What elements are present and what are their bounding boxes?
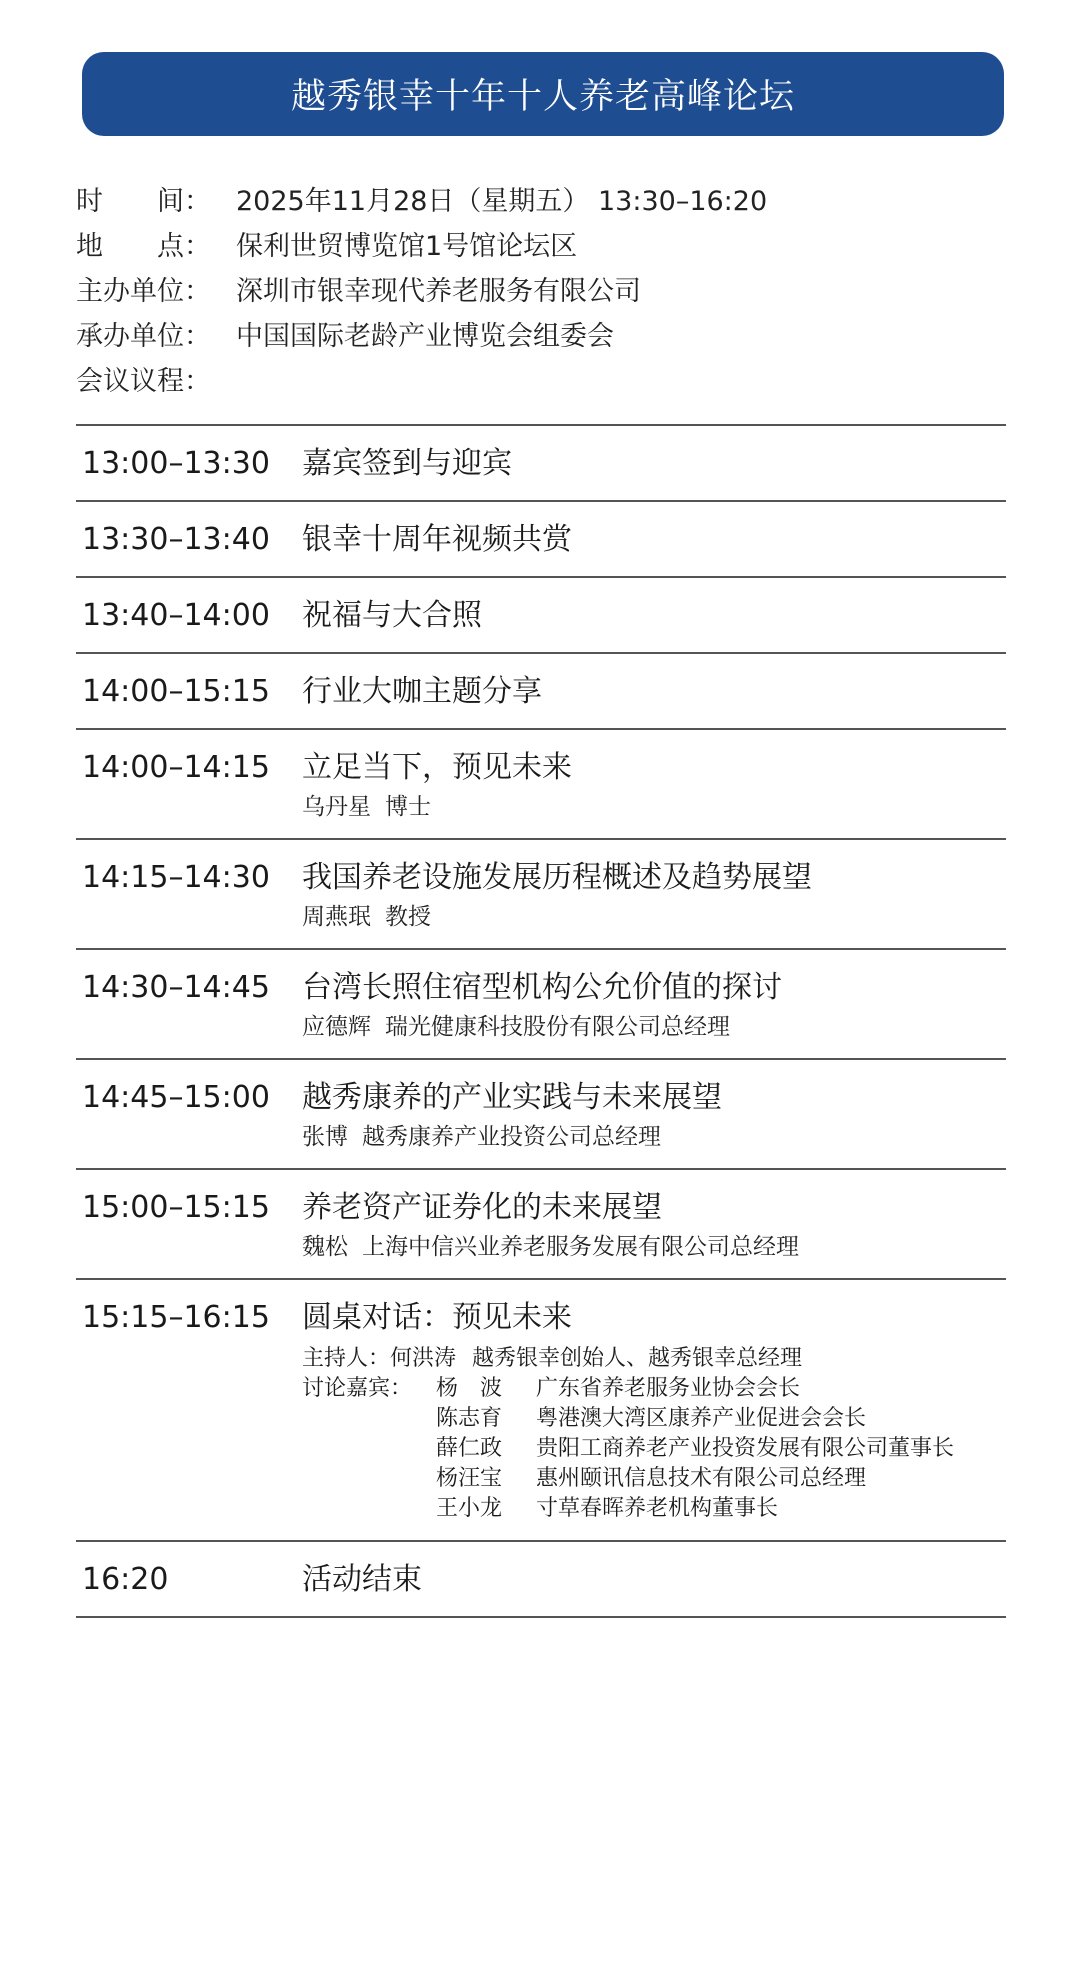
agenda-row: [76, 1170, 1006, 1280]
speaker-role: 上海中信兴业养老服务发展有限公司总经理: [362, 1234, 799, 1260]
agenda-time: 13:40–14:00: [82, 598, 270, 633]
agenda-time: 14:45–15:00: [82, 1080, 270, 1115]
agenda-content: [302, 1560, 1006, 1600]
roundtable-guest: [302, 1404, 1006, 1434]
agenda-time: 15:15–16:15: [82, 1300, 270, 1335]
agenda-row: [76, 840, 1006, 950]
agenda-content: [302, 858, 1006, 932]
agenda-content: [302, 968, 1006, 1042]
roundtable-guest: [302, 1434, 1006, 1464]
speaker-name: 乌丹星: [302, 794, 371, 820]
roundtable-guest: [302, 1464, 1006, 1494]
agenda-row: [76, 1542, 1006, 1618]
host-role: 越秀银幸创始人、越秀银幸总经理: [472, 1346, 803, 1371]
agenda-content: [302, 1078, 1006, 1152]
agenda-title: 嘉宾签到与迎宾: [302, 446, 512, 481]
info-location: [76, 221, 1016, 266]
forum-title-banner: [82, 52, 1004, 136]
info-label: 承办单位：: [76, 321, 211, 352]
agenda-time: 13:30–13:40: [82, 522, 270, 557]
guest-name: 杨 波: [436, 1376, 503, 1401]
agenda-title: 台湾长照住宿型机构公允价值的探讨: [302, 970, 782, 1005]
info-organizer: [76, 266, 1016, 311]
agenda-content: [302, 1188, 1006, 1262]
roundtable-participants: [302, 1344, 1006, 1524]
agenda-time: 14:15–14:30: [82, 860, 270, 895]
info-value: 中国国际老龄产业博览会组委会: [236, 321, 614, 352]
agenda-row: [76, 950, 1006, 1060]
agenda-time: 14:00–15:15: [82, 674, 270, 709]
agenda-content: [302, 672, 1006, 712]
roundtable-guest: [302, 1494, 1006, 1524]
speaker-name: 周燕珉: [302, 904, 371, 930]
agenda-speaker: [302, 1232, 1006, 1262]
guest-role: 贵阳工商养老产业投资发展有限公司董事长: [536, 1436, 955, 1461]
agenda-content: [302, 748, 1006, 822]
agenda-speaker: [302, 902, 1006, 932]
agenda-table: [76, 424, 1006, 1618]
agenda-row: [76, 730, 1006, 840]
info-co-organizer: [76, 311, 1016, 356]
agenda-title: 圆桌对话：预见未来: [302, 1300, 572, 1335]
agenda-time: 14:30–14:45: [82, 970, 270, 1005]
agenda-title: 行业大咖主题分享: [302, 674, 542, 709]
agenda-title: 越秀康养的产业实践与未来展望: [302, 1080, 722, 1115]
agenda-time: 16:20: [82, 1562, 169, 1597]
agenda-title: 立足当下，预见未来: [302, 750, 572, 785]
agenda-title: 活动结束: [302, 1562, 422, 1597]
agenda-time: 15:00–15:15: [82, 1190, 270, 1225]
agenda-content: [302, 1298, 1006, 1524]
agenda-row: [76, 578, 1006, 654]
agenda-content: [302, 520, 1006, 560]
guest-role: 寸草春晖养老机构董事长: [536, 1496, 779, 1521]
info-label: 会议议程：: [76, 366, 211, 397]
info-agenda-heading: [76, 356, 1016, 401]
agenda-speaker: [302, 1122, 1006, 1152]
roundtable-host: [302, 1344, 1006, 1374]
agenda-row: [76, 1060, 1006, 1170]
info-label: 时 间：: [76, 186, 211, 217]
agenda-title: 祝福与大合照: [302, 598, 482, 633]
event-info: [76, 176, 1016, 401]
guest-name: 陈志育: [436, 1406, 503, 1431]
speaker-role: 瑞光健康科技股份有限公司总经理: [385, 1014, 730, 1040]
guest-name: 杨汪宝: [436, 1466, 503, 1491]
host-label: 主持人：: [302, 1346, 391, 1371]
info-label: 主办单位：: [76, 276, 211, 307]
agenda-title: 我国养老设施发展历程概述及趋势展望: [302, 860, 812, 895]
info-label: 地 点：: [76, 231, 211, 262]
speaker-name: 应德辉: [302, 1014, 371, 1040]
agenda-title: 养老资产证券化的未来展望: [302, 1190, 662, 1225]
speaker-name: 魏松: [302, 1234, 348, 1260]
agenda-content: [302, 444, 1006, 484]
roundtable-guest: [302, 1374, 1006, 1404]
guest-role: 广东省养老服务业协会会长: [536, 1376, 801, 1401]
agenda-time: 14:00–14:15: [82, 750, 270, 785]
agenda-row-roundtable: [76, 1280, 1006, 1542]
speaker-role: 博士: [385, 794, 431, 820]
agenda-title: 银幸十周年视频共赏: [302, 522, 572, 557]
guest-role: 粤港澳大湾区康养产业促进会会长: [536, 1406, 867, 1431]
info-value: 2025年11月28日（星期五） 13:30–16:20: [236, 186, 768, 217]
info-value: 深圳市银幸现代养老服务有限公司: [236, 276, 641, 307]
guest-role: 惠州颐讯信息技术有限公司总经理: [536, 1466, 867, 1491]
agenda-row: [76, 426, 1006, 502]
agenda-row: [76, 654, 1006, 730]
info-time: [76, 176, 1016, 221]
agenda-speaker: [302, 1012, 1006, 1042]
speaker-role: 教授: [385, 904, 431, 930]
speaker-role: 越秀康养产业投资公司总经理: [362, 1124, 661, 1150]
agenda-speaker: [302, 792, 1006, 822]
agenda-time: 13:00–13:30: [82, 446, 270, 481]
guest-name: 薛仁政: [436, 1436, 503, 1461]
info-value: 保利世贸博览馆1号馆论坛区: [236, 231, 578, 262]
host-name: 何洪涛: [390, 1346, 457, 1371]
guests-label: 讨论嘉宾：: [302, 1376, 413, 1401]
forum-title: 越秀银幸十年十人养老高峰论坛: [290, 77, 795, 117]
agenda-content: [302, 596, 1006, 636]
speaker-name: 张博: [302, 1124, 348, 1150]
agenda-row: [76, 502, 1006, 578]
guest-name: 王小龙: [436, 1496, 503, 1521]
